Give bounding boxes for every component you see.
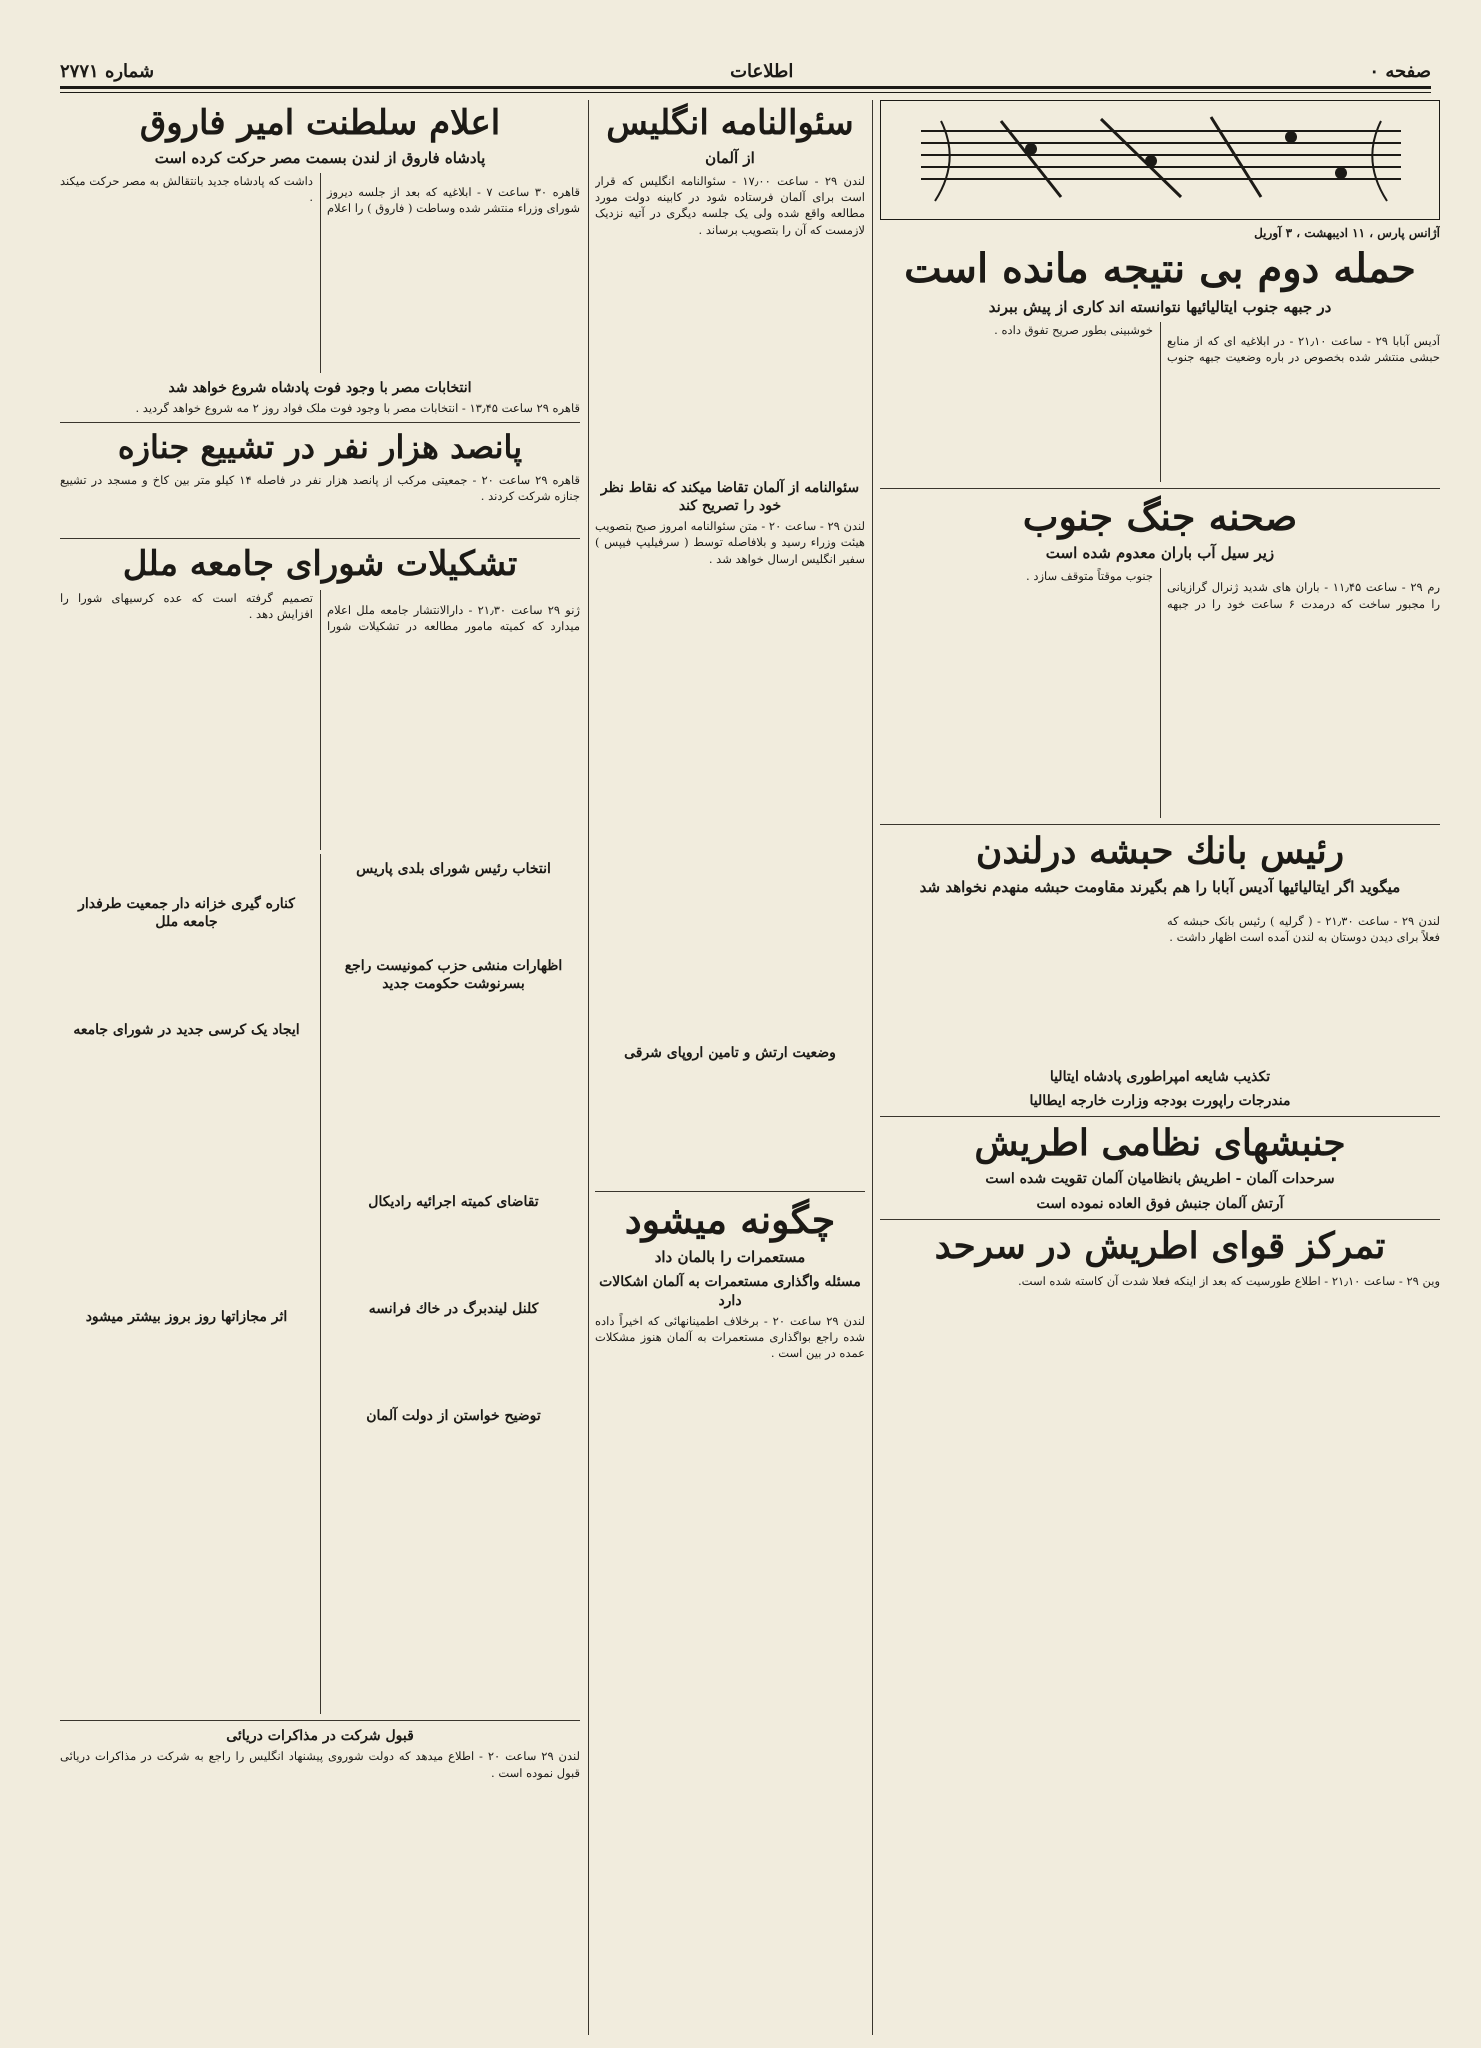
headline-colonel: کلنل لیندبرگ در خاك فرانسه [368, 1300, 539, 1317]
subhead-how: مستعمرات را بالمان داد [654, 1247, 806, 1266]
subhead-faruk: پادشاه فاروق از لندن بسمت مصر حرکت کرده است [154, 149, 486, 168]
text-faruk: قاهره ۳۰ ساعت ۷ - ابلاغیه که بعد از جلسه دیروز شورای وزراء منتشر شده وساطت ( فاروق ) را اعلام داشت که پادشاه جدید بانتقالش به مصر حرکت میکند . [60, 173, 580, 216]
article-italy-body [60, 1329, 313, 1449]
headline-rm: تکذیب شایعه امپراطوری پادشاه ایتالیا [1049, 1068, 1271, 1085]
article-south [880, 568, 1440, 818]
left-lower-section [60, 854, 580, 1714]
headline-bank: رئیس بانك حبشه درلندن [975, 829, 1345, 872]
headline-faruk: اعلام سلطنت امیر فاروق [139, 103, 501, 143]
article-radical-body [327, 1214, 580, 1294]
article-seat-body [60, 1042, 313, 1302]
headline-seat: ایجاد یک کرسی جدید در شورای جامعه [73, 1021, 300, 1038]
headline-elections: انتخابات مصر با وجود فوت پادشاه شروع خواهد شد [168, 379, 472, 396]
text-how: لندن ۲۹ ساعت ۲۰ - برخلاف اطمینانهائی که اخیراً داده شده راجع بواگذاری مستعمرات به آلمان هنوز مشکلات عمده در بین است . [595, 1313, 865, 1361]
article-attack [880, 322, 1440, 482]
article-finance-body [60, 935, 313, 1015]
right-column [880, 100, 1440, 2035]
article-army-body [595, 1065, 865, 1185]
headline-south: صحنه جنگ جنوب [1022, 493, 1298, 539]
paper-name: اطلاعات [730, 60, 794, 82]
text-bank: لندن ۲۹ - ساعت ۲۱٫۳۰ - ( گرلیه ) رئیس بانک حبشه که فعلاً برای دیدن دوستان به لندن آمده است اظهار داشت . [1167, 914, 1440, 945]
text-league: ژنو ۲۹ ساعت ۲۱٫۳۰ - دارالانتشار جامعه ملل اعلام میدارد که کمیته مامور مطالعه در تشکیلات شورا تصمیم گرفته است که عده کرسیهای شورا را افزایش دهد . [60, 591, 580, 633]
headline-statement: اظهارات منشی حزب کمونیست راجع بسرنوشت حکومت جدید [344, 958, 563, 993]
headline-germany: توضیح خواستن از دولت آلمان [366, 1407, 541, 1424]
headline-budget: مندرجات راپورت بودجه وزارت خارجه ایطالیا [1029, 1092, 1291, 1109]
text-naval: لندن ۲۹ ساعت ۲۰ - اطلاع میدهد که دولت شوروی پیشنهاد انگلیس را راجع به شرکت در مذاکرات دریائی قبول نموده است . [60, 1749, 580, 1780]
headline-league: تشکیلات شورای جامعه ملل [122, 543, 518, 584]
masthead [60, 58, 1431, 84]
divider [880, 824, 1440, 825]
text-concentration: وین ۲۹ - ساعت ۲۱٫۱۰ - اطلاع طورسیت که بعد از اینکه فعلا شدت آن کاسته شده است. [1018, 1274, 1440, 1289]
text-attack: آدیس آبابا ۲۹ - ساعت ۲۱٫۱۰ - در ابلاغیه ای که از منابع حبشی منتشر شده بخصوص در باره وضعیت جبهه جنوب خوشبینی بطور صریح تفوق داده . [994, 322, 1440, 365]
subhead-attack: در جبهه جنوب ایتالیائیها نتوانسته اند کاری از پیش ببرند [988, 298, 1332, 316]
headline-operation: آرتش آلمان جنبش فوق العاده نموده است [1036, 1195, 1284, 1212]
headline-finance: کناره گیری خزانه دار جمعیت طرفدار جامعه ملل [78, 896, 295, 931]
headline-radical: تقاضای کمیته اجرائیه رادیکال [368, 1193, 539, 1210]
article-faruk [60, 173, 580, 373]
article-president-body [327, 881, 580, 951]
headline-italy: اثر مجازاتها روز بروز بیشتر میشود [85, 1308, 288, 1325]
headline-attack: حمله دوم بی نتیجه مانده است [904, 245, 1416, 292]
masthead-rule [60, 86, 1431, 89]
masthead-rule-thin [60, 92, 1431, 93]
dateline: آژانس پارس ، ۱۱ ادیبهشت ، ۳ آوریل [1254, 226, 1440, 240]
column-rule [588, 100, 589, 2035]
divider [60, 1720, 580, 1721]
headline-naval: قبول شرکت در مذاکرات دریائی [226, 1728, 414, 1744]
divider [595, 1191, 865, 1192]
music-staff-icon [881, 101, 1439, 217]
subhead-bank: میگوید اگر ایتالیائیها آدیس آبابا را هم بگیرند مقاومت حبشه منهدم نخواهد شد [919, 878, 1401, 897]
music-logo [880, 100, 1440, 220]
subhead-questionnaire: از آلمان [705, 149, 755, 168]
article-league [60, 590, 580, 850]
article-bank [880, 902, 1440, 1062]
headline-funeral: پانصد هزار نفر در تشییع جنازه [117, 428, 523, 467]
headline-how: چگونه میشود [624, 1197, 836, 1243]
column-rule [872, 100, 873, 2035]
middle-column [595, 100, 865, 2035]
text-south: رم ۲۹ - ساعت ۱۱٫۴۵ - باران های شدید ژنرال گرازیانی را مجبور ساخت که درمدت ۶ ساعت خود را در جبهه جنوب موقتاً متوقف سازد . [1026, 568, 1440, 611]
divider [880, 488, 1440, 489]
page-number: صفحه ۰ [1369, 60, 1431, 82]
subhead-south: زیر سیل آب باران معدوم شده است [1045, 544, 1275, 563]
headline-concentration: تمرکز قوای اطریش در سرحد [934, 1224, 1386, 1267]
headline-ask: سئوالنامه از آلمان تقاضا میکند که نقاط نظر خود را تصریح کند [600, 479, 860, 514]
text-ask: لندن ۲۹ - ساعت ۲۰ - متن سئوالنامه امروز صبح بتصویب هیئت وزراء رسید و بلافاصله توسط ( سرفیلیپ فیپس ) سفیر انگلیس ارسال خواهد شد . [595, 518, 865, 566]
left-column [60, 100, 580, 2035]
headline-austria: جنبشهای نظامی اطریش [974, 1121, 1346, 1164]
text-elections: قاهره ۲۹ ساعت ۱۳٫۴۵ - انتخابات مصر با وجود فوت ملک فواد روز ۲ مه شروع خواهد گردید . [135, 400, 580, 415]
headline-army: وضعیت ارتش و تامین اروپای شرقی [624, 1044, 836, 1061]
divider [880, 1219, 1440, 1220]
issue-number: شماره ۲۷۷۱ [60, 60, 155, 82]
divider [880, 1116, 1440, 1117]
headline-president: انتخاب رئیس شورای بلدی پاریس [356, 861, 551, 877]
article-statement-body [327, 997, 580, 1187]
headline-questionnaire: سئوالنامه انگلیس [606, 103, 854, 143]
divider [60, 422, 580, 423]
text-funeral: قاهره ۲۹ ساعت ۲۰ - جمعیتی مرکب از پانصد هزار نفر در فاصله ۱۴ کیلو متر بین کاخ و مسجد در تشییع جنازه شرکت کردند . [60, 472, 580, 504]
divider [60, 538, 580, 539]
article-colonel-body [327, 1321, 580, 1401]
subhead-how-2: مسئله واگذاری مستعمرات به آلمان اشکالات دارد [599, 1274, 861, 1309]
headline-border: سرحدات آلمان - اطریش بانظامیان آلمان تقویت شده است [985, 1171, 1335, 1188]
text-questionnaire: لندن ۲۹ - ساعت ۱۷٫۰۰ - سئوالنامه انگلیس که قرار است برای آلمان فرستاده شود در کابینه دولت مورد مطالعه واقع شده ولی یک جلسه دیگری در آتیه نزدیک لازمست که آن را بتصویب برساند . [595, 173, 865, 237]
